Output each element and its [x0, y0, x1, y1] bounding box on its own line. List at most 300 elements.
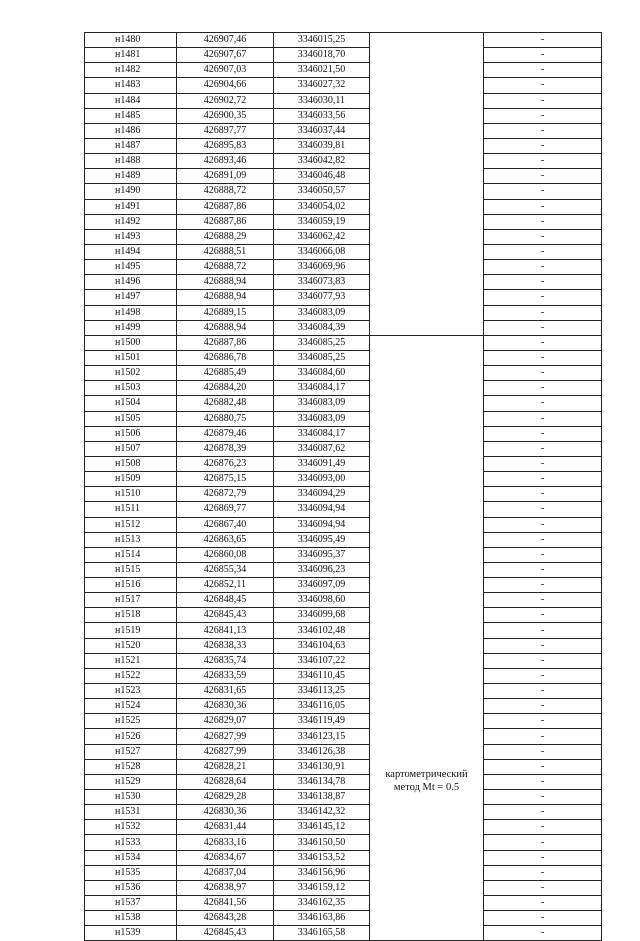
x-coordinate-cell: 426886,78 [177, 350, 274, 365]
point-number-cell: н1480 [85, 33, 177, 48]
extra-value-cell: - [484, 911, 602, 926]
x-coordinate-cell: 426827,99 [177, 729, 274, 744]
point-number-cell: н1519 [85, 623, 177, 638]
table-row [85, 835, 602, 850]
x-coordinate-cell: 426843,28 [177, 911, 274, 926]
x-coordinate-cell: 426838,33 [177, 638, 274, 653]
x-coordinate-cell: 426900,35 [177, 108, 274, 123]
table-row [85, 759, 602, 774]
table-row [85, 229, 602, 244]
table-row [85, 169, 602, 184]
point-number-cell: н1523 [85, 684, 177, 699]
extra-value-cell: - [484, 229, 602, 244]
point-number-cell: н1512 [85, 517, 177, 532]
point-number-cell: н1487 [85, 138, 177, 153]
table-row [85, 411, 602, 426]
table-row [85, 335, 602, 350]
x-coordinate-cell: 426893,46 [177, 154, 274, 169]
point-number-cell: н1530 [85, 790, 177, 805]
table-row [85, 472, 602, 487]
x-coordinate-cell: 426907,67 [177, 48, 274, 63]
x-coordinate-cell: 426888,51 [177, 244, 274, 259]
y-coordinate-cell: 3346094,94 [274, 517, 370, 532]
table-row [85, 123, 602, 138]
point-number-cell: н1510 [85, 487, 177, 502]
point-number-cell: н1509 [85, 472, 177, 487]
extra-value-cell: - [484, 350, 602, 365]
x-coordinate-cell: 426867,40 [177, 517, 274, 532]
y-coordinate-cell: 3346093,00 [274, 472, 370, 487]
y-coordinate-cell: 3346084,39 [274, 320, 370, 335]
table-row [85, 578, 602, 593]
x-coordinate-cell: 426860,08 [177, 547, 274, 562]
extra-value-cell: - [484, 774, 602, 789]
extra-value-cell: - [484, 926, 602, 941]
y-coordinate-cell: 3346085,25 [274, 335, 370, 350]
extra-value-cell: - [484, 63, 602, 78]
extra-value-cell: - [484, 744, 602, 759]
table-row [85, 865, 602, 880]
point-number-cell: н1522 [85, 668, 177, 683]
y-coordinate-cell: 3346113,25 [274, 684, 370, 699]
table-row [85, 850, 602, 865]
x-coordinate-cell: 426830,36 [177, 805, 274, 820]
table-row [85, 320, 602, 335]
x-coordinate-cell: 426841,56 [177, 896, 274, 911]
extra-value-cell: - [484, 684, 602, 699]
point-number-cell: н1532 [85, 820, 177, 835]
extra-value-cell: - [484, 517, 602, 532]
x-coordinate-cell: 426835,74 [177, 653, 274, 668]
y-coordinate-cell: 3346062,42 [274, 229, 370, 244]
extra-value-cell: - [484, 593, 602, 608]
extra-value-cell: - [484, 865, 602, 880]
y-coordinate-cell: 3346085,25 [274, 350, 370, 365]
y-coordinate-cell: 3346097,09 [274, 578, 370, 593]
extra-value-cell: - [484, 805, 602, 820]
y-coordinate-cell: 3346018,70 [274, 48, 370, 63]
table-row [85, 290, 602, 305]
table-row [85, 532, 602, 547]
extra-value-cell: - [484, 244, 602, 259]
table-row [85, 184, 602, 199]
x-coordinate-cell: 426888,94 [177, 275, 274, 290]
point-number-cell: н1534 [85, 850, 177, 865]
table-row [85, 911, 602, 926]
y-coordinate-cell: 3346119,49 [274, 714, 370, 729]
x-coordinate-cell: 426889,15 [177, 305, 274, 320]
point-number-cell: н1485 [85, 108, 177, 123]
point-number-cell: н1529 [85, 774, 177, 789]
y-coordinate-cell: 3346156,96 [274, 865, 370, 880]
x-coordinate-cell: 426880,75 [177, 411, 274, 426]
y-coordinate-cell: 3346095,49 [274, 532, 370, 547]
y-coordinate-cell: 3346098,60 [274, 593, 370, 608]
extra-value-cell: - [484, 487, 602, 502]
table-row [85, 502, 602, 517]
extra-value-cell: - [484, 472, 602, 487]
extra-value-cell: - [484, 714, 602, 729]
coordinates-table-body [85, 33, 602, 941]
extra-value-cell: - [484, 33, 602, 48]
method-label-line1: картометрический [385, 769, 468, 780]
y-coordinate-cell: 3346030,11 [274, 93, 370, 108]
x-coordinate-cell: 426863,65 [177, 532, 274, 547]
x-coordinate-cell: 426907,46 [177, 33, 274, 48]
extra-value-cell: - [484, 562, 602, 577]
x-coordinate-cell: 426887,86 [177, 335, 274, 350]
extra-value-cell: - [484, 93, 602, 108]
extra-value-cell: - [484, 456, 602, 471]
table-row [85, 244, 602, 259]
y-coordinate-cell: 3346069,96 [274, 260, 370, 275]
x-coordinate-cell: 426841,13 [177, 623, 274, 638]
x-coordinate-cell: 426831,44 [177, 820, 274, 835]
y-coordinate-cell: 3346054,02 [274, 199, 370, 214]
point-number-cell: н1495 [85, 260, 177, 275]
point-number-cell: н1539 [85, 926, 177, 941]
point-number-cell: н1491 [85, 199, 177, 214]
table-row [85, 729, 602, 744]
point-number-cell: н1498 [85, 305, 177, 320]
x-coordinate-cell: 426888,94 [177, 320, 274, 335]
method-cell [370, 335, 484, 941]
x-coordinate-cell: 426884,20 [177, 381, 274, 396]
y-coordinate-cell: 3346107,22 [274, 653, 370, 668]
table-row [85, 623, 602, 638]
table-row [85, 744, 602, 759]
point-number-cell: н1524 [85, 699, 177, 714]
y-coordinate-cell: 3346050,57 [274, 184, 370, 199]
table-row [85, 684, 602, 699]
extra-value-cell: - [484, 759, 602, 774]
table-row [85, 63, 602, 78]
y-coordinate-cell: 3346087,62 [274, 441, 370, 456]
point-number-cell: н1494 [85, 244, 177, 259]
point-number-cell: н1536 [85, 880, 177, 895]
x-coordinate-cell: 426845,43 [177, 926, 274, 941]
extra-value-cell: - [484, 305, 602, 320]
point-number-cell: н1505 [85, 411, 177, 426]
table-row [85, 260, 602, 275]
extra-value-cell: - [484, 850, 602, 865]
method-label-line2: метод Mt = 0.5 [393, 782, 460, 794]
extra-value-cell: - [484, 290, 602, 305]
x-coordinate-cell: 426833,59 [177, 668, 274, 683]
y-coordinate-cell: 3346094,94 [274, 502, 370, 517]
y-coordinate-cell: 3346042,82 [274, 154, 370, 169]
extra-value-cell: - [484, 123, 602, 138]
point-number-cell: н1528 [85, 759, 177, 774]
x-coordinate-cell: 426887,86 [177, 199, 274, 214]
extra-value-cell: - [484, 532, 602, 547]
x-coordinate-cell: 426891,09 [177, 169, 274, 184]
x-coordinate-cell: 426879,46 [177, 426, 274, 441]
table-row [85, 78, 602, 93]
table-row [85, 381, 602, 396]
extra-value-cell: - [484, 835, 602, 850]
y-coordinate-cell: 3346099,68 [274, 608, 370, 623]
point-number-cell: н1489 [85, 169, 177, 184]
y-coordinate-cell: 3346066,08 [274, 244, 370, 259]
table-row [85, 653, 602, 668]
table-row [85, 668, 602, 683]
extra-value-cell: - [484, 199, 602, 214]
extra-value-cell: - [484, 214, 602, 229]
x-coordinate-cell: 426869,77 [177, 502, 274, 517]
x-coordinate-cell: 426875,15 [177, 472, 274, 487]
x-coordinate-cell: 426888,29 [177, 229, 274, 244]
method-cell-empty [370, 33, 484, 336]
extra-value-cell: - [484, 547, 602, 562]
y-coordinate-cell: 3346104,63 [274, 638, 370, 653]
extra-value-cell: - [484, 896, 602, 911]
table-row [85, 880, 602, 895]
x-coordinate-cell: 426833,16 [177, 835, 274, 850]
point-number-cell: н1516 [85, 578, 177, 593]
table-row [85, 33, 602, 48]
extra-value-cell: - [484, 653, 602, 668]
extra-value-cell: - [484, 48, 602, 63]
extra-value-cell: - [484, 623, 602, 638]
point-number-cell: н1482 [85, 63, 177, 78]
extra-value-cell: - [484, 441, 602, 456]
x-coordinate-cell: 426830,36 [177, 699, 274, 714]
y-coordinate-cell: 3346165,58 [274, 926, 370, 941]
y-coordinate-cell: 3346015,25 [274, 33, 370, 48]
point-number-cell: н1497 [85, 290, 177, 305]
table-row [85, 608, 602, 623]
point-number-cell: н1533 [85, 835, 177, 850]
table-row [85, 275, 602, 290]
table-row [85, 366, 602, 381]
extra-value-cell: - [484, 880, 602, 895]
point-number-cell: н1537 [85, 896, 177, 911]
y-coordinate-cell: 3346116,05 [274, 699, 370, 714]
y-coordinate-cell: 3346110,45 [274, 668, 370, 683]
point-number-cell: н1515 [85, 562, 177, 577]
point-number-cell: н1514 [85, 547, 177, 562]
x-coordinate-cell: 426828,64 [177, 774, 274, 789]
table-row [85, 896, 602, 911]
x-coordinate-cell: 426834,67 [177, 850, 274, 865]
x-coordinate-cell: 426827,99 [177, 744, 274, 759]
extra-value-cell: - [484, 78, 602, 93]
x-coordinate-cell: 426904,66 [177, 78, 274, 93]
x-coordinate-cell: 426885,49 [177, 366, 274, 381]
table-row [85, 138, 602, 153]
point-number-cell: н1500 [85, 335, 177, 350]
y-coordinate-cell: 3346039,81 [274, 138, 370, 153]
extra-value-cell: - [484, 275, 602, 290]
x-coordinate-cell: 426887,86 [177, 214, 274, 229]
x-coordinate-cell: 426828,21 [177, 759, 274, 774]
y-coordinate-cell: 3346084,17 [274, 381, 370, 396]
extra-value-cell: - [484, 154, 602, 169]
y-coordinate-cell: 3346126,38 [274, 744, 370, 759]
table-row [85, 154, 602, 169]
point-number-cell: н1513 [85, 532, 177, 547]
y-coordinate-cell: 3346102,48 [274, 623, 370, 638]
x-coordinate-cell: 426882,48 [177, 396, 274, 411]
table-row [85, 593, 602, 608]
point-number-cell: н1527 [85, 744, 177, 759]
point-number-cell: н1488 [85, 154, 177, 169]
extra-value-cell: - [484, 260, 602, 275]
x-coordinate-cell: 426888,72 [177, 184, 274, 199]
y-coordinate-cell: 3346046,48 [274, 169, 370, 184]
table-row [85, 714, 602, 729]
table-row [85, 699, 602, 714]
y-coordinate-cell: 3346130,91 [274, 759, 370, 774]
extra-value-cell: - [484, 184, 602, 199]
y-coordinate-cell: 3346096,23 [274, 562, 370, 577]
y-coordinate-cell: 3346162,35 [274, 896, 370, 911]
point-number-cell: н1525 [85, 714, 177, 729]
y-coordinate-cell: 3346037,44 [274, 123, 370, 138]
point-number-cell: н1511 [85, 502, 177, 517]
x-coordinate-cell: 426876,23 [177, 456, 274, 471]
y-coordinate-cell: 3346145,12 [274, 820, 370, 835]
y-coordinate-cell: 3346083,09 [274, 305, 370, 320]
y-coordinate-cell: 3346084,60 [274, 366, 370, 381]
extra-value-cell: - [484, 320, 602, 335]
table-row [85, 820, 602, 835]
x-coordinate-cell: 426838,97 [177, 880, 274, 895]
point-number-cell: н1484 [85, 93, 177, 108]
table-row [85, 199, 602, 214]
x-coordinate-cell: 426888,94 [177, 290, 274, 305]
point-number-cell: н1501 [85, 350, 177, 365]
table-row [85, 426, 602, 441]
table-row [85, 48, 602, 63]
table-row [85, 562, 602, 577]
extra-value-cell: - [484, 396, 602, 411]
point-number-cell: н1503 [85, 381, 177, 396]
point-number-cell: н1535 [85, 865, 177, 880]
point-number-cell: н1493 [85, 229, 177, 244]
extra-value-cell: - [484, 169, 602, 184]
extra-value-cell: - [484, 138, 602, 153]
table-row [85, 774, 602, 789]
y-coordinate-cell: 3346094,29 [274, 487, 370, 502]
point-number-cell: н1531 [85, 805, 177, 820]
extra-value-cell: - [484, 699, 602, 714]
point-number-cell: н1499 [85, 320, 177, 335]
point-number-cell: н1496 [85, 275, 177, 290]
table-row [85, 790, 602, 805]
x-coordinate-cell: 426848,45 [177, 593, 274, 608]
point-number-cell: н1486 [85, 123, 177, 138]
table-row [85, 926, 602, 941]
table-row [85, 441, 602, 456]
y-coordinate-cell: 3346123,15 [274, 729, 370, 744]
y-coordinate-cell: 3346138,87 [274, 790, 370, 805]
x-coordinate-cell: 426878,39 [177, 441, 274, 456]
y-coordinate-cell: 3346027,32 [274, 78, 370, 93]
y-coordinate-cell: 3346021,50 [274, 63, 370, 78]
y-coordinate-cell: 3346159,12 [274, 880, 370, 895]
point-number-cell: н1492 [85, 214, 177, 229]
y-coordinate-cell: 3346083,09 [274, 411, 370, 426]
y-coordinate-cell: 3346095,37 [274, 547, 370, 562]
y-coordinate-cell: 3346091,49 [274, 456, 370, 471]
x-coordinate-cell: 426837,04 [177, 865, 274, 880]
point-number-cell: н1520 [85, 638, 177, 653]
point-number-cell: н1490 [85, 184, 177, 199]
table-row [85, 517, 602, 532]
method-label [385, 768, 467, 794]
y-coordinate-cell: 3346142,32 [274, 805, 370, 820]
point-number-cell: н1538 [85, 911, 177, 926]
y-coordinate-cell: 3346073,83 [274, 275, 370, 290]
table-row [85, 805, 602, 820]
extra-value-cell: - [484, 578, 602, 593]
y-coordinate-cell: 3346163,86 [274, 911, 370, 926]
x-coordinate-cell: 426897,77 [177, 123, 274, 138]
table-row [85, 456, 602, 471]
y-coordinate-cell: 3346150,50 [274, 835, 370, 850]
y-coordinate-cell: 3346084,17 [274, 426, 370, 441]
table-row [85, 487, 602, 502]
point-number-cell: н1517 [85, 593, 177, 608]
x-coordinate-cell: 426831,65 [177, 684, 274, 699]
x-coordinate-cell: 426872,79 [177, 487, 274, 502]
table-row [85, 547, 602, 562]
x-coordinate-cell: 426845,43 [177, 608, 274, 623]
extra-value-cell: - [484, 108, 602, 123]
y-coordinate-cell: 3346077,93 [274, 290, 370, 305]
extra-value-cell: - [484, 502, 602, 517]
point-number-cell: н1481 [85, 48, 177, 63]
point-number-cell: н1504 [85, 396, 177, 411]
y-coordinate-cell: 3346083,09 [274, 396, 370, 411]
extra-value-cell: - [484, 729, 602, 744]
y-coordinate-cell: 3346059,19 [274, 214, 370, 229]
x-coordinate-cell: 426855,34 [177, 562, 274, 577]
point-number-cell: н1526 [85, 729, 177, 744]
table-row [85, 396, 602, 411]
extra-value-cell: - [484, 608, 602, 623]
point-number-cell: н1506 [85, 426, 177, 441]
table-row [85, 214, 602, 229]
extra-value-cell: - [484, 335, 602, 350]
extra-value-cell: - [484, 411, 602, 426]
x-coordinate-cell: 426829,28 [177, 790, 274, 805]
x-coordinate-cell: 426829,07 [177, 714, 274, 729]
extra-value-cell: - [484, 638, 602, 653]
point-number-cell: н1502 [85, 366, 177, 381]
point-number-cell: н1483 [85, 78, 177, 93]
extra-value-cell: - [484, 366, 602, 381]
x-coordinate-cell: 426895,83 [177, 138, 274, 153]
table-row [85, 350, 602, 365]
table-row [85, 638, 602, 653]
table-row [85, 108, 602, 123]
table-row [85, 305, 602, 320]
y-coordinate-cell: 3346033,56 [274, 108, 370, 123]
x-coordinate-cell: 426852,11 [177, 578, 274, 593]
y-coordinate-cell: 3346153,52 [274, 850, 370, 865]
point-number-cell: н1508 [85, 456, 177, 471]
extra-value-cell: - [484, 381, 602, 396]
extra-value-cell: - [484, 820, 602, 835]
x-coordinate-cell: 426907,03 [177, 63, 274, 78]
point-number-cell: н1507 [85, 441, 177, 456]
point-number-cell: н1521 [85, 653, 177, 668]
extra-value-cell: - [484, 790, 602, 805]
point-number-cell: н1518 [85, 608, 177, 623]
